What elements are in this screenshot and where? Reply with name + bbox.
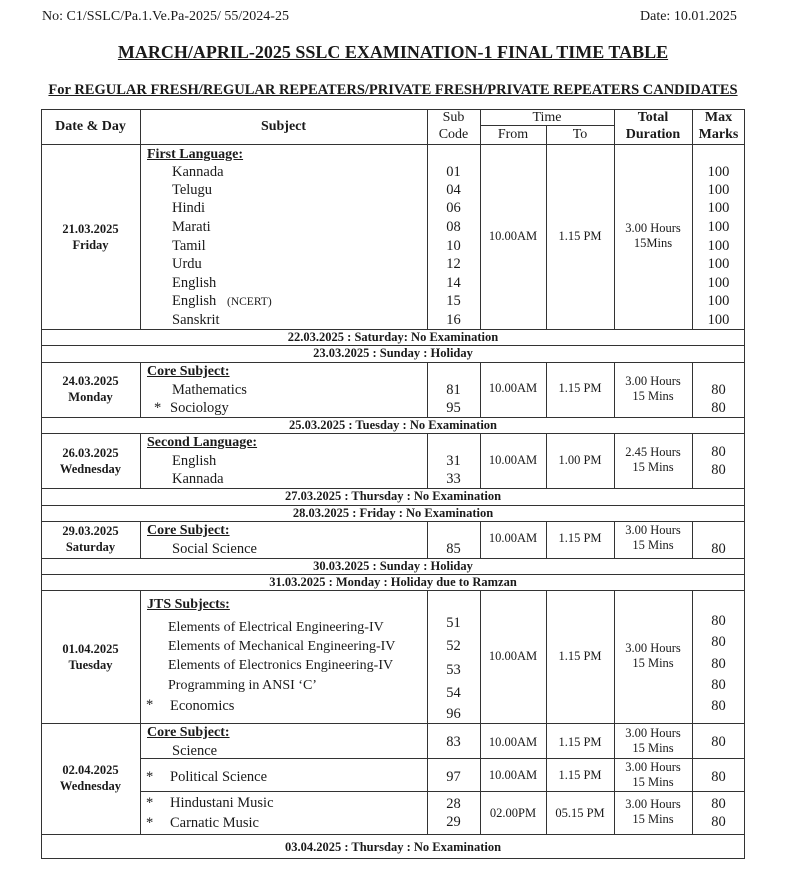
total-duration: 15Mins — [633, 236, 673, 250]
max-marks: 100 — [707, 182, 730, 198]
exam-date: 01.04.2025 — [62, 642, 119, 656]
max-marks: 80 — [711, 444, 726, 460]
max-marks: 80 — [711, 656, 726, 672]
subject-code: 54 — [446, 685, 461, 701]
subject-name: English — [172, 275, 217, 291]
subject-name: English — [172, 293, 217, 309]
subject-name: Sanskrit — [172, 312, 220, 328]
time-to: 1.00 PM — [558, 453, 602, 467]
subject-name: English — [172, 453, 217, 469]
max-marks: 80 — [711, 634, 726, 650]
col-header-duration: Duration — [625, 127, 681, 142]
max-marks: 80 — [711, 382, 726, 398]
subject-name: Marati — [172, 219, 211, 235]
no-exam-note: 25.03.2025 : Tuesday : No Examination — [288, 418, 498, 432]
subject-group-heading: Core Subject: — [147, 725, 230, 740]
optional-marker: * — [146, 795, 154, 811]
col-header-time: Time — [532, 110, 562, 125]
subject-code: 16 — [446, 312, 461, 328]
max-marks: 80 — [711, 613, 726, 629]
divider — [546, 125, 547, 329]
subject-name: Kannada — [172, 164, 224, 180]
divider — [140, 433, 141, 488]
subject-name: Urdu — [172, 256, 202, 272]
subject-group-heading: First Language: — [147, 147, 244, 162]
subject-name: Kannada — [172, 471, 224, 487]
total-duration: 3.00 Hours — [625, 797, 681, 811]
max-marks: 80 — [711, 541, 726, 557]
total-duration: 3.00 Hours — [625, 641, 681, 655]
exam-day: Saturday — [65, 540, 116, 554]
total-duration: 3.00 Hours — [625, 760, 681, 774]
subject-name: Hindi — [172, 200, 206, 216]
subject-code: 95 — [446, 400, 461, 416]
time-from: 10.00AM — [488, 649, 538, 663]
page-title: MARCH/APRIL-2025 SSLC EXAMINATION-1 FINAL TIME TABLE — [117, 42, 669, 62]
subject-code: 06 — [446, 200, 461, 216]
subject-name: Programming in ANSI ‘C’ — [168, 678, 317, 693]
subject-name: Economics — [170, 698, 235, 714]
time-from: 10.00AM — [488, 381, 538, 395]
max-marks: 100 — [707, 238, 730, 254]
subject-name: Elements of Mechanical Engineering-IV — [168, 639, 396, 654]
col-header-code: Code — [438, 127, 469, 142]
divider — [140, 791, 745, 792]
exam-date: 02.04.2025 — [62, 763, 119, 777]
col-header-subject: Subject — [260, 119, 307, 134]
subject-group-heading: JTS Subjects: — [147, 597, 230, 612]
subject-code: 83 — [446, 734, 461, 750]
exam-date: 26.03.2025 — [62, 446, 119, 460]
subject-group-heading: Core Subject: — [147, 364, 230, 379]
exam-day: Monday — [68, 390, 113, 404]
divider — [41, 144, 745, 145]
no-exam-note: 28.03.2025 : Friday : No Examination — [292, 506, 494, 520]
subject-code: 01 — [446, 164, 461, 180]
subject-group-heading: Second Language: — [147, 435, 258, 450]
max-marks: 100 — [707, 275, 730, 291]
subject-name-suffix: (NCERT) — [227, 296, 272, 308]
divider — [140, 590, 141, 834]
subject-name: Elements of Electrical Engineering-IV — [168, 620, 384, 635]
subject-code: 51 — [446, 615, 461, 631]
max-marks: 80 — [711, 462, 726, 478]
holiday-note: 30.03.2025 : Sunday : Holiday — [313, 559, 473, 573]
max-marks: 80 — [711, 769, 726, 785]
subject-code: 85 — [446, 541, 461, 557]
subject-name: Science — [172, 743, 218, 759]
subject-code: 31 — [446, 453, 461, 469]
max-marks: 80 — [711, 814, 726, 830]
subject-code: 81 — [446, 382, 461, 398]
total-duration: 2.45 Hours — [625, 445, 681, 459]
divider — [41, 590, 745, 591]
time-to: 1.15 PM — [558, 531, 602, 545]
subject-name: Telugu — [172, 182, 213, 198]
total-duration: 15 Mins — [632, 389, 674, 403]
divider — [480, 590, 481, 834]
time-from: 10.00AM — [488, 229, 538, 243]
total-duration: 3.00 Hours — [625, 374, 681, 388]
total-duration: 3.00 Hours — [625, 726, 681, 740]
divider — [546, 590, 547, 834]
no-exam-note: 03.04.2025 : Thursday : No Examination — [284, 840, 502, 854]
total-duration: 15 Mins — [632, 812, 674, 826]
subject-code: 08 — [446, 219, 461, 235]
subject-name: Sociology — [170, 400, 229, 416]
total-duration: 15 Mins — [632, 741, 674, 755]
col-header-to: To — [572, 127, 588, 142]
max-marks: 80 — [711, 677, 726, 693]
subject-code: 52 — [446, 638, 461, 654]
holiday-note: 31.03.2025 : Monday : Holiday due to Ramzan — [269, 575, 517, 589]
subject-code: 04 — [446, 182, 461, 198]
total-duration: 15 Mins — [632, 656, 674, 670]
total-duration: 15 Mins — [632, 460, 674, 474]
exam-date: 29.03.2025 — [62, 524, 119, 538]
max-marks: 80 — [711, 734, 726, 750]
time-to: 1.15 PM — [558, 649, 602, 663]
no-exam-note: 22.03.2025 : Saturday: No Examination — [287, 330, 499, 344]
optional-marker: * — [146, 769, 154, 785]
total-duration: 15 Mins — [632, 538, 674, 552]
optional-marker: * — [146, 697, 154, 713]
max-marks: 100 — [707, 293, 730, 309]
subject-code: 29 — [446, 814, 461, 830]
divider — [140, 109, 141, 329]
exam-day: Wednesday — [59, 462, 122, 476]
col-header-max: Max — [704, 110, 733, 125]
col-header-from: From — [497, 127, 529, 142]
max-marks: 80 — [711, 698, 726, 714]
subject-name: Carnatic Music — [170, 815, 259, 831]
time-to: 05.15 PM — [555, 806, 605, 820]
max-marks: 80 — [711, 400, 726, 416]
col-header-marks: Marks — [698, 127, 739, 142]
subject-code: 96 — [446, 706, 461, 722]
max-marks: 100 — [707, 164, 730, 180]
time-from: 02.00PM — [489, 806, 537, 820]
subject-name: Hindustani Music — [170, 795, 274, 811]
issue-date: Date: 10.01.2025 — [640, 9, 737, 24]
exam-day: Wednesday — [59, 779, 122, 793]
subject-code: 53 — [446, 662, 461, 678]
exam-day: Friday — [72, 238, 109, 252]
subject-name: Tamil — [172, 238, 206, 254]
optional-marker: * — [146, 815, 154, 831]
page-subtitle: For REGULAR FRESH/REGULAR REPEATERS/PRIVATE FRESH/PRIVATE REPEATERS CANDIDATES — [48, 82, 738, 98]
max-marks: 80 — [711, 796, 726, 812]
col-header-total: Total — [637, 110, 669, 125]
subject-code: 97 — [446, 769, 461, 785]
subject-code: 33 — [446, 471, 461, 487]
total-duration: 15 Mins — [632, 775, 674, 789]
divider — [41, 834, 745, 835]
time-from: 10.00AM — [488, 453, 538, 467]
time-to: 1.15 PM — [558, 229, 602, 243]
time-to: 1.15 PM — [558, 735, 602, 749]
subject-group-heading: Core Subject: — [147, 523, 230, 538]
exam-day: Tuesday — [68, 658, 113, 672]
subject-name: Mathematics — [172, 382, 247, 398]
subject-name: Political Science — [170, 769, 268, 785]
divider — [140, 758, 745, 759]
time-from: 10.00AM — [488, 531, 538, 545]
divider — [140, 362, 141, 417]
total-duration: 3.00 Hours — [625, 221, 681, 235]
optional-marker: * — [154, 400, 162, 416]
subject-code: 28 — [446, 796, 461, 812]
time-from: 10.00AM — [488, 768, 538, 782]
time-to: 1.15 PM — [558, 768, 602, 782]
subject-code: 12 — [446, 256, 461, 272]
subject-name: Social Science — [172, 541, 257, 557]
max-marks: 100 — [707, 256, 730, 272]
holiday-note: 23.03.2025 : Sunday : Holiday — [313, 346, 473, 360]
total-duration: 3.00 Hours — [625, 523, 681, 537]
max-marks: 100 — [707, 200, 730, 216]
exam-date: 21.03.2025 — [62, 222, 119, 236]
subject-code: 14 — [446, 275, 461, 291]
exam-date: 24.03.2025 — [62, 374, 119, 388]
time-to: 1.15 PM — [558, 381, 602, 395]
time-from: 10.00AM — [488, 735, 538, 749]
max-marks: 100 — [707, 312, 730, 328]
subject-code: 10 — [446, 238, 461, 254]
reference-number: No: C1/SSLC/Pa.1.Ve.Pa-2025/ 55/2024-25 — [42, 9, 289, 24]
subject-name: Elements of Electronics Engineering-IV — [168, 658, 394, 673]
col-header-sub: Sub — [442, 110, 465, 125]
divider — [140, 521, 141, 558]
col-header-date: Date & Day — [55, 119, 126, 134]
no-exam-note: 27.03.2025 : Thursday : No Examination — [284, 489, 502, 503]
subject-code: 15 — [446, 293, 461, 309]
max-marks: 100 — [707, 219, 730, 235]
